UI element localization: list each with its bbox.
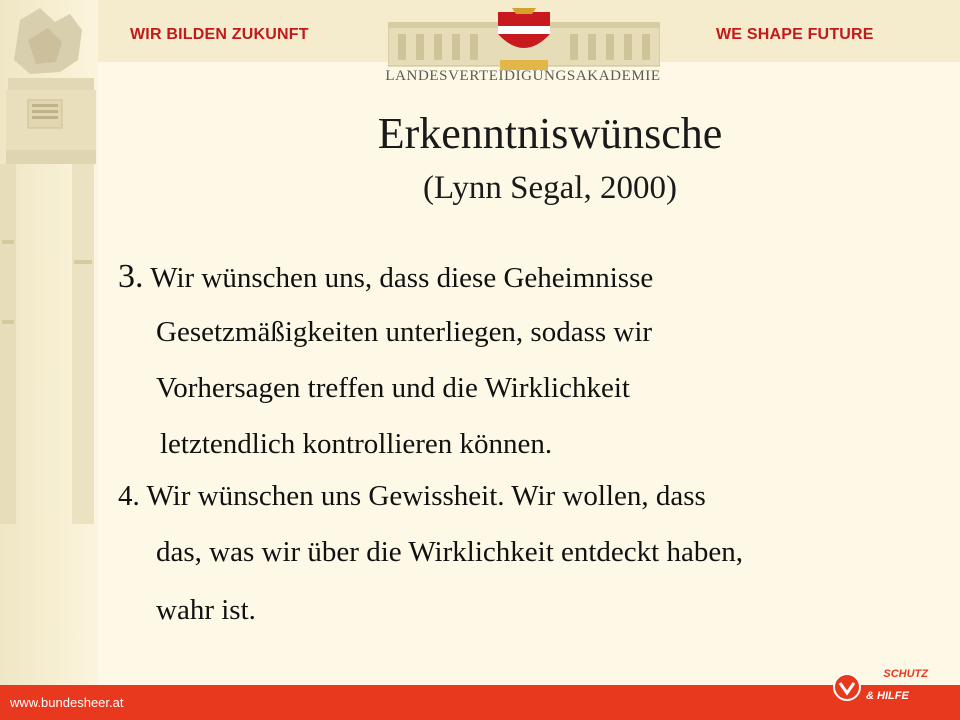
slogan-english: WE SHAPE FUTURE xyxy=(716,26,874,43)
logo-text-hilfe: & HILFE xyxy=(866,690,909,702)
item-3-line-2: Gesetzmäßigkeiten unterliegen, sodass wir xyxy=(156,316,653,348)
item-4-line-3: wahr ist. xyxy=(156,594,256,626)
item-3-line-3: Vorhersagen treffen und die Wirklichkeit xyxy=(156,372,630,404)
item-3-line-4: letztendlich kontrollieren können. xyxy=(160,428,553,460)
item-3-line-1: 3. Wir wünschen uns, dass diese Geheimnisse xyxy=(118,258,654,295)
slide-title: Erkenntniswünsche xyxy=(377,109,723,158)
schutz-hilfe-logo-icon xyxy=(832,672,862,702)
slide-subtitle: (Lynn Segal, 2000) xyxy=(423,170,677,206)
footer-bar xyxy=(0,685,960,720)
logo-text-schutz: SCHUTZ xyxy=(883,668,928,680)
footer-url-link[interactable]: www.bundesheer.at xyxy=(10,695,124,710)
sidebar-building-image xyxy=(0,0,98,685)
item-4-line-1: 4. Wir wünschen uns Gewissheit. Wir wollen, dass xyxy=(118,480,706,512)
item-3-number: 3. xyxy=(118,258,144,295)
academy-name: LANDESVERTEIDIGUNGSAKADEMIE xyxy=(385,68,661,84)
item-4-line-2: das, was wir über die Wirklichkeit entdeckt haben, xyxy=(156,536,743,568)
slogan-german: WIR BILDEN ZUKUNFT xyxy=(130,26,309,43)
